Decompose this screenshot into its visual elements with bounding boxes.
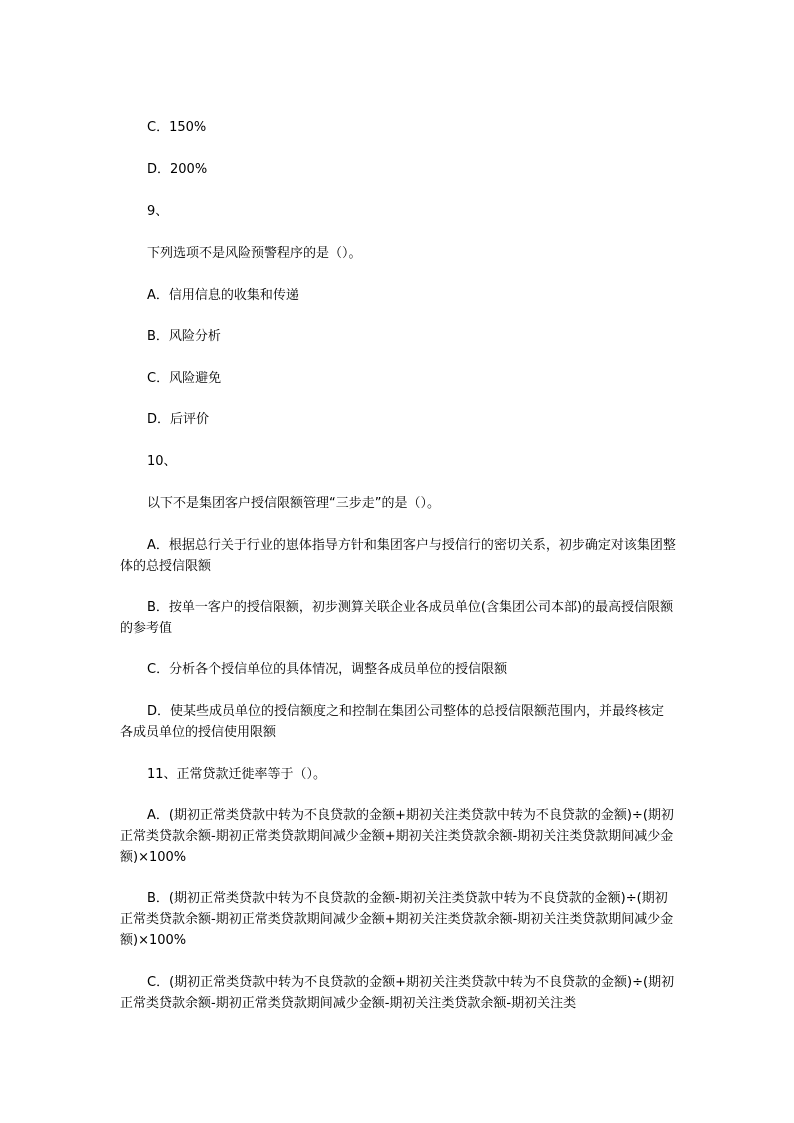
question-9-text: 下列选项不是风险预警程序的是（）。 bbox=[147, 246, 362, 261]
option-q9-c: C．风险避免 bbox=[147, 371, 222, 386]
option-q8-d: D．200% bbox=[147, 162, 208, 177]
option-q10-c: C．分析各个授信单位的具体情况，调整各成员单位的授信限额 bbox=[147, 662, 508, 677]
option-q10-d: D．使某些成员单位的授信额度之和控制在集团公司整体的总授信限额范围内，并最终核定各成员单位的授信使用限额 bbox=[120, 704, 665, 740]
option-q10-a: A．根据总行关于行业的崽体指导方针和集团客户与授信行的密切关系，初步确定对该集团整体的总授信限额 bbox=[120, 538, 676, 574]
option-q11-b: B．(期初正常类贷款中转为不良贷款的金额-期初关注类贷款中转为不良贷款的金额)÷(期初正常类贷款余额-期初正常类贷款期间减少金额+期初关注类贷款余额-期初关注类贷款期间减少金额)×100% bbox=[120, 891, 674, 948]
option-q11-a: A．(期初正常类贷款中转为不良贷款的金额+期初关注类贷款中转为不良贷款的金额)÷(期初正常类贷款余额-期初正常类贷款期间减少金额+期初关注类贷款余额-期初关注类贷款期间减少金额)×100% bbox=[120, 808, 674, 865]
option-q9-d: D．后评价 bbox=[147, 412, 210, 427]
question-10-number: 10、 bbox=[147, 454, 177, 469]
option-q11-c: C．(期初正常类贷款中转为不良贷款的金额+期初关注类贷款中转为不良贷款的金额)÷(期初正常类贷款余额-期初正常类贷款期间减少金额-期初关注类贷款余额-期初关注类 bbox=[120, 975, 675, 1011]
option-q9-a: A．信用信息的收集和传递 bbox=[147, 288, 299, 303]
question-9-number: 9、 bbox=[147, 204, 169, 219]
question-10-text: 以下不是集团客户授信限额管理“三步走”的是（）。 bbox=[147, 496, 440, 511]
option-q8-c: C．150% bbox=[147, 120, 207, 135]
question-11-text: 11、正常贷款迁徙率等于（）。 bbox=[147, 767, 327, 782]
option-q10-b: B．按单一客户的授信限额，初步测算关联企业各成员单位(含集团公司本部)的最高授信限额的参考值 bbox=[120, 600, 674, 636]
option-q9-b: B．风险分析 bbox=[147, 329, 221, 344]
